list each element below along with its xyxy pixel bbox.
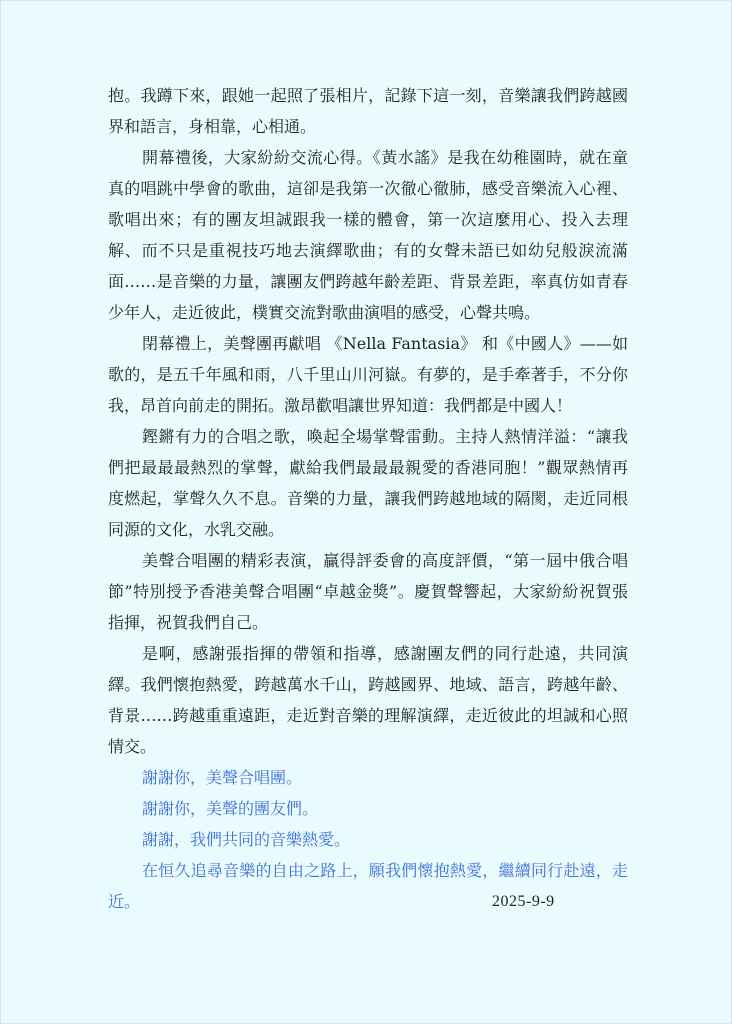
closing-line-1: 謝謝你，美聲合唱團。 [142,768,303,787]
document-date: 2025-9-9 [492,893,555,910]
paragraph-1: 抱。我蹲下來，跟她一起照了張相片，記錄下這一刻，音樂讓我們跨越國界和語言，身相靠，心相通。 [108,86,628,136]
closing-line-3: 謝謝，我們共同的音樂熱愛。 [142,830,351,849]
closing-line-2: 謝謝你，美聲的團友們。 [142,799,319,818]
closing-line-4: 在恒久追尋音樂的自由之路上，願我們懷抱熱愛，繼續同行赴遠，走近。 [108,861,628,911]
paragraph-4: 鏗鏘有力的合唱之歌，喚起全場掌聲雷動。主持人熱情洋溢：“讓我們把最最最熱烈的掌聲，獻給我們最最最親愛的香港同胞！”觀眾熱情再度燃起，掌聲久久不息。音樂的力量，讓我們跨越地域的隔閡，走近同根同源的文化，水乳交融。 [108,427,628,539]
document-body [108,80,628,917]
paragraph-3: 閉幕禮上，美聲團再獻唱 《Nella Fantasia》 和《中國人》——如歌的，是五千年風和雨，八千里山川河嶽。有夢的，是手牽著手，不分你我，昂首向前走的開拓。激昂歡唱讓世界知道：我們都是中國人！ [108,334,628,415]
paragraph-6: 是啊，感謝張指揮的帶領和指導，感謝團友們的同行赴遠，共同演繹。我們懷抱熱愛，跨越萬水千山，跨越國界、地域、語言，跨越年齡、背景……跨越重重遠距，走近對音樂的理解演繹，走近彼此的坦誠和心照情交。 [108,644,628,756]
paragraph-2: 開幕禮後，大家紛紛交流心得。《黃水謠》是我在幼稚園時，就在童真的唱跳中學會的歌曲，這卻是我第一次徹心徹肺，感受音樂流入心裡、歌唱出來；有的團友坦誠跟我一樣的體會，第一次這麼用心、投入去理解、而不只是重視技巧地去演繹歌曲；有的女聲未語已如幼兒般淚流滿面……是音樂的力量，讓團友們跨越年齡差距、背景差距，率真仿如青春少年人，走近彼此，樸實交流對歌曲演唱的感受，心聲共鳴。 [108,148,628,322]
paragraph-5: 美聲合唱團的精彩表演，贏得評委會的高度評價，“第一屆中俄合唱節”特別授予香港美聲合唱團“卓越金獎”。慶賀聲響起，大家紛紛祝賀張指揮，祝賀我們自己。 [108,551,628,632]
